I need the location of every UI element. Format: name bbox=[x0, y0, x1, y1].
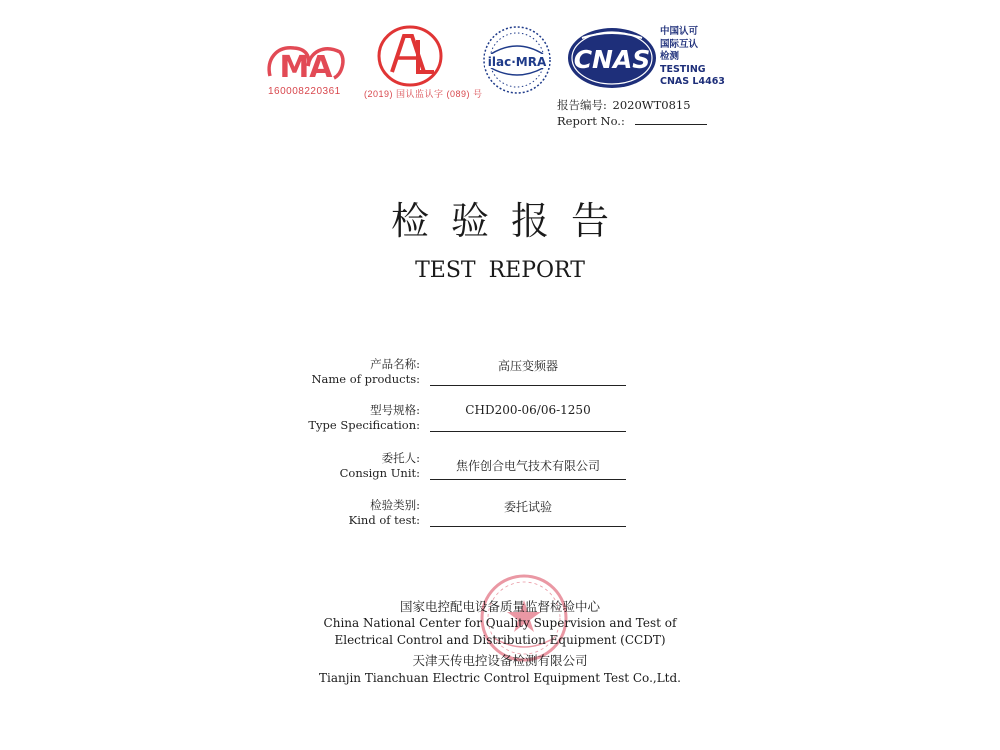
field-label bbox=[308, 403, 420, 433]
ilac-mra-logo bbox=[481, 24, 553, 96]
cma-logo bbox=[264, 40, 348, 88]
field-label-cn: 型号规格: bbox=[370, 403, 420, 417]
report-number-value: 2020WT0815 bbox=[612, 98, 691, 112]
field-value: 高压变频器 bbox=[497, 359, 558, 373]
cnas-logo bbox=[566, 26, 658, 90]
field-underline bbox=[430, 431, 626, 432]
field-label-cn: 委托人: bbox=[381, 451, 420, 465]
footer-center-en-1: China National Center for Quality Supervision and Test of bbox=[323, 616, 677, 630]
field-kind-of-test bbox=[310, 498, 630, 538]
field-label bbox=[349, 498, 420, 528]
field-type-specification bbox=[310, 403, 630, 443]
field-label-en: Kind of test: bbox=[348, 513, 420, 527]
field-label-en: Consign Unit: bbox=[339, 466, 420, 480]
field-underline bbox=[430, 526, 626, 527]
field-underline bbox=[430, 479, 626, 480]
field-underline bbox=[430, 385, 626, 386]
cnas-accreditation-text bbox=[660, 26, 725, 89]
ilac-logo-text: ilac·MRA bbox=[487, 55, 547, 69]
report-number-underline bbox=[635, 123, 707, 125]
report-number-label-en: Report No.: bbox=[557, 114, 625, 128]
cnas-line: 中国认可 bbox=[660, 26, 699, 37]
field-label-en: Type Specification: bbox=[308, 418, 420, 432]
footer-center-cn: 国家电控配电设备质量监督检验中心 bbox=[399, 599, 600, 614]
footer-center-en-2: Electrical Control and Distribution Equipment (CCDT) bbox=[334, 633, 666, 647]
report-number bbox=[557, 97, 707, 129]
page-title-en: TEST REPORT bbox=[415, 258, 585, 283]
field-product-name bbox=[310, 357, 630, 397]
field-label bbox=[340, 451, 420, 481]
field-value: 委托试验 bbox=[503, 500, 552, 514]
cnas-line: CNAS L4463 bbox=[660, 76, 725, 87]
field-label-cn: 产品名称: bbox=[370, 357, 420, 371]
cal-logo bbox=[374, 22, 446, 88]
cnas-line: 国际互认 bbox=[660, 38, 699, 50]
field-label-cn: 检验类别: bbox=[370, 498, 420, 512]
cnas-logo-text: CNAS bbox=[573, 45, 651, 74]
field-label-en: Name of products: bbox=[311, 372, 420, 386]
cma-logo-text: MA bbox=[279, 50, 333, 85]
footer-company-cn: 天津天传电控设备检测有限公司 bbox=[412, 653, 588, 668]
cnas-line: 检测 bbox=[660, 51, 680, 62]
field-consign-unit bbox=[310, 451, 630, 491]
page-title-cn: 检验报告 bbox=[390, 199, 631, 243]
footer-company-en: Tianjin Tianchuan Electric Control Equipment Test Co.,Ltd. bbox=[319, 671, 681, 685]
field-value: 焦作创合电气技术有限公司 bbox=[455, 459, 600, 473]
field-value: CHD200-06/06-1250 bbox=[465, 403, 591, 417]
field-label bbox=[311, 357, 420, 387]
cma-number: 160008220361 bbox=[268, 86, 341, 97]
report-number-label-cn: 报告编号: bbox=[557, 98, 607, 112]
cnas-line: TESTING bbox=[660, 63, 706, 75]
cal-caption: (2019) 国认监认字 (089) 号 bbox=[364, 89, 483, 99]
